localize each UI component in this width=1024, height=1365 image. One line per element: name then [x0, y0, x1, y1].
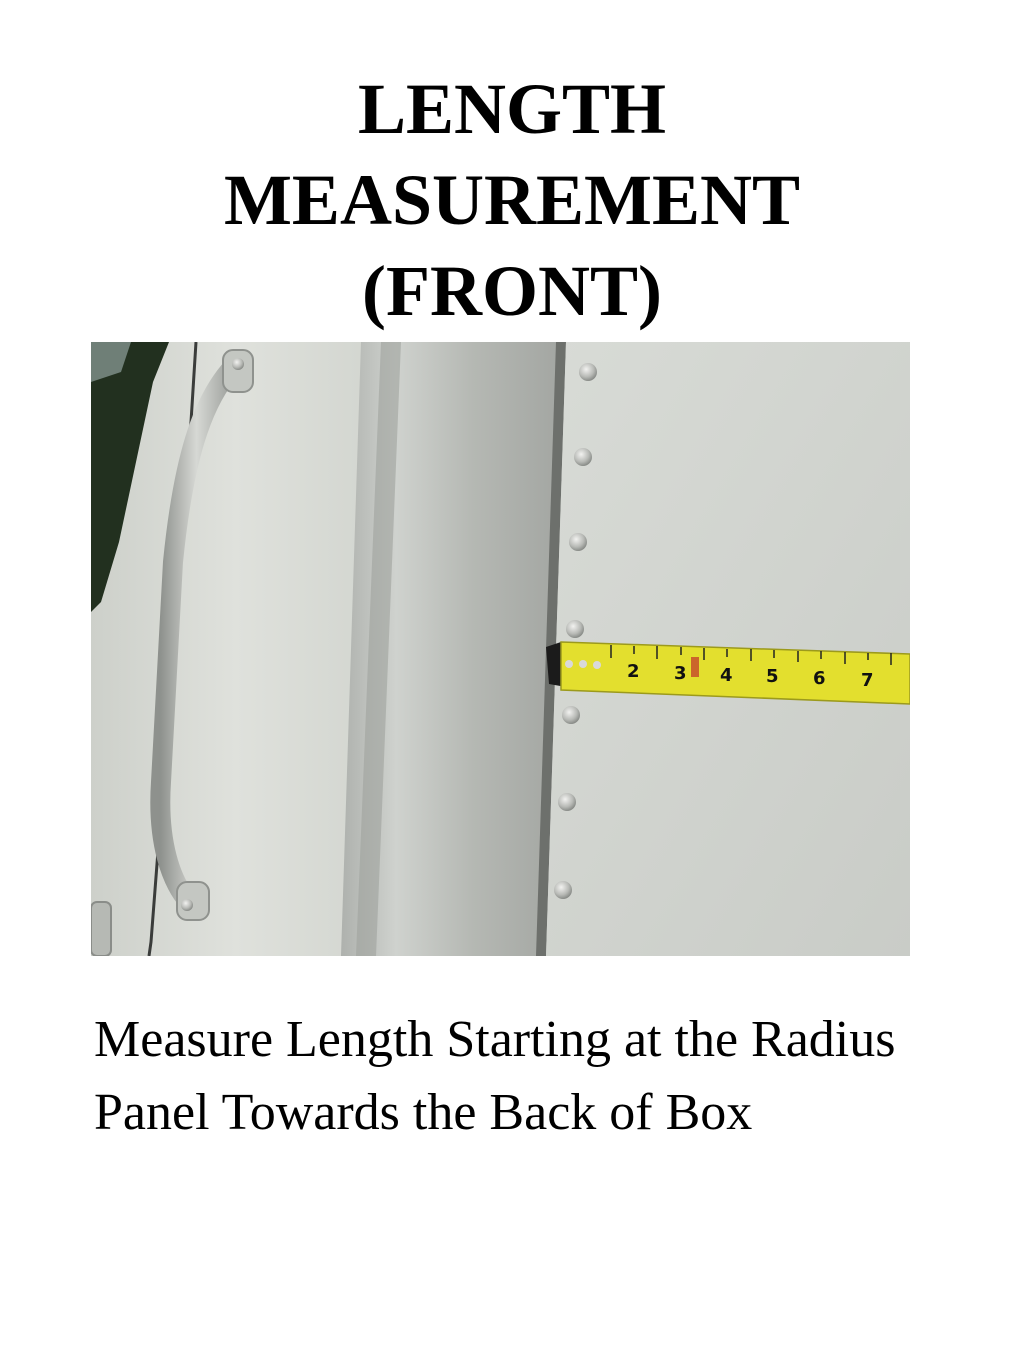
- tape-number-3: 3: [674, 663, 687, 684]
- title-line-3: (FRONT): [362, 251, 662, 331]
- tape-number-4: 4: [720, 665, 733, 686]
- tape-number-2: 2: [627, 661, 640, 682]
- photo-illustration: [91, 342, 910, 956]
- slide-title: [0, 64, 1024, 337]
- slide-caption: Measure Length Starting at the Radius Panel Towards the Back of Box: [94, 1011, 896, 1141]
- measurement-photo: [91, 342, 910, 956]
- handle-mount-top: [223, 350, 253, 392]
- handle-mount-bottom: [177, 882, 209, 920]
- title-line-2: MEASUREMENT: [223, 160, 801, 240]
- tape-number-6: 6: [813, 668, 826, 689]
- tape-number-7: 7: [861, 670, 874, 691]
- door-latch: [91, 902, 111, 956]
- title-line-1: LENGTH: [357, 69, 667, 149]
- tape-number-5: 5: [766, 666, 779, 687]
